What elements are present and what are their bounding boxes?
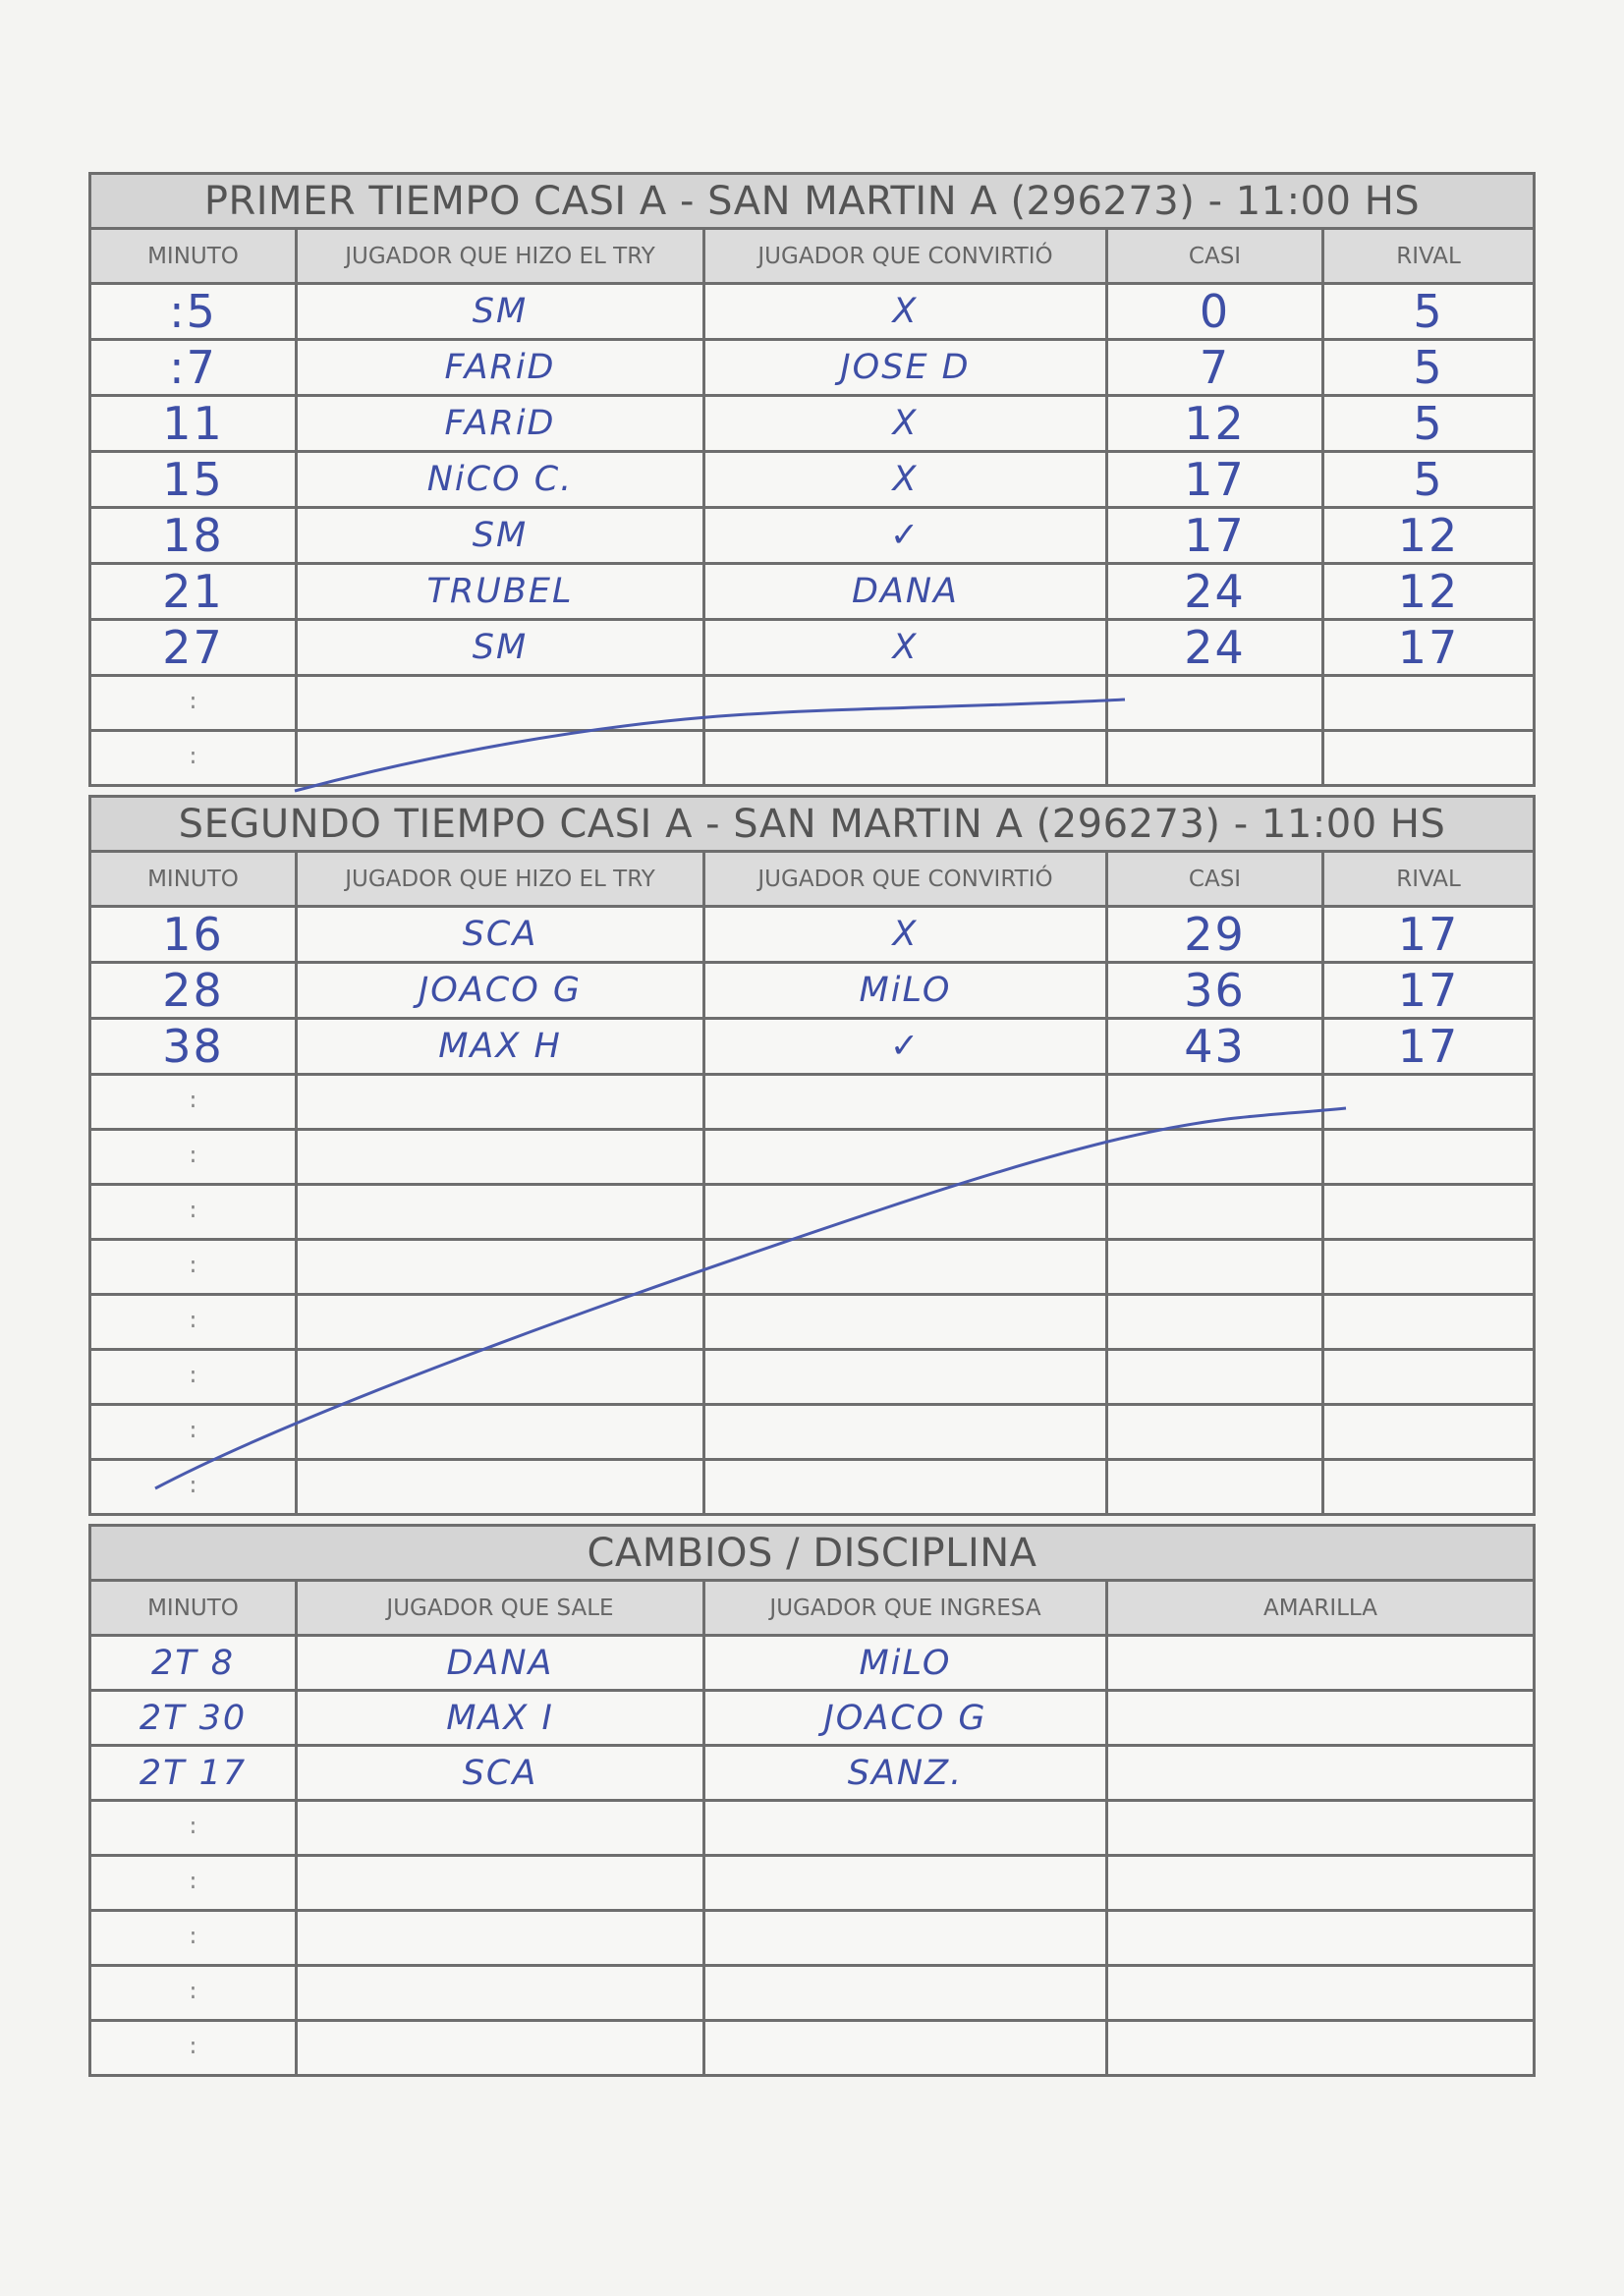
yellow-card-cell	[1107, 2021, 1535, 2076]
conversion-cell	[704, 1075, 1107, 1130]
minute-cell: :	[90, 1075, 297, 1130]
player-in-cell	[704, 1966, 1107, 2021]
conversion-cell: X	[704, 620, 1107, 676]
minute-cell: 28	[90, 963, 297, 1019]
conversion-cell: MiLO	[704, 963, 1107, 1019]
conversion-cell: DANA	[704, 564, 1107, 620]
player-out-cell	[297, 2021, 704, 2076]
col-ingresa: JUGADOR QUE INGRESA	[704, 1581, 1107, 1636]
minute-cell: 11	[90, 396, 297, 452]
table-row	[90, 1019, 1535, 1075]
minute-cell: 18	[90, 508, 297, 564]
try-scorer-cell	[297, 1460, 704, 1515]
player-out-cell	[297, 1856, 704, 1911]
casi-score-cell: 24	[1107, 620, 1323, 676]
casi-score-cell	[1107, 1350, 1323, 1405]
conversion-cell	[704, 1350, 1107, 1405]
casi-score-cell: 43	[1107, 1019, 1323, 1075]
rival-score-cell	[1323, 1075, 1535, 1130]
col-minuto: MINUTO	[90, 229, 297, 284]
table-row	[90, 1240, 1535, 1295]
yellow-card-cell	[1107, 1691, 1535, 1746]
casi-score-cell	[1107, 731, 1323, 786]
rival-score-cell: 12	[1323, 564, 1535, 620]
table-row	[90, 1075, 1535, 1130]
table-row	[90, 1856, 1535, 1911]
conversion-cell	[704, 1240, 1107, 1295]
conversion-cell: JOSE D	[704, 340, 1107, 396]
minute-cell: :	[90, 1801, 297, 1856]
rival-score-cell	[1323, 1295, 1535, 1350]
rival-score-cell: 5	[1323, 396, 1535, 452]
table-row	[90, 907, 1535, 963]
rival-score-cell: 17	[1323, 907, 1535, 963]
minute-cell: :7	[90, 340, 297, 396]
col-rival: RIVAL	[1323, 852, 1535, 907]
minute-cell: 38	[90, 1019, 297, 1075]
minute-cell: 2T 30	[90, 1691, 297, 1746]
table-row	[90, 1460, 1535, 1515]
changes-title: CAMBIOS / DISCIPLINA	[90, 1526, 1535, 1581]
conversion-cell	[704, 1130, 1107, 1185]
yellow-card-cell	[1107, 1911, 1535, 1966]
conversion-cell	[704, 676, 1107, 731]
table-row	[90, 1691, 1535, 1746]
col-rival: RIVAL	[1323, 229, 1535, 284]
minute-cell: 27	[90, 620, 297, 676]
rival-score-cell	[1323, 676, 1535, 731]
table-row	[90, 1801, 1535, 1856]
minute-cell: :	[90, 1350, 297, 1405]
casi-score-cell	[1107, 1075, 1323, 1130]
table-row	[90, 1130, 1535, 1185]
player-out-cell	[297, 1911, 704, 1966]
conversion-cell: X	[704, 907, 1107, 963]
table-row	[90, 1405, 1535, 1460]
second-half-table	[88, 795, 1536, 1516]
minute-cell: 15	[90, 452, 297, 508]
minute-cell: :	[90, 1295, 297, 1350]
first-half-rows	[90, 284, 1535, 786]
casi-score-cell	[1107, 1405, 1323, 1460]
try-scorer-cell	[297, 676, 704, 731]
table-row	[90, 1350, 1535, 1405]
try-scorer-cell	[297, 1240, 704, 1295]
yellow-card-cell	[1107, 1746, 1535, 1801]
casi-score-cell	[1107, 1240, 1323, 1295]
conversion-cell	[704, 1295, 1107, 1350]
conversion-cell	[704, 731, 1107, 786]
player-out-cell: SCA	[297, 1746, 704, 1801]
table-row	[90, 396, 1535, 452]
try-scorer-cell: NiCO C.	[297, 452, 704, 508]
table-row	[90, 1295, 1535, 1350]
col-minuto: MINUTO	[90, 1581, 297, 1636]
try-scorer-cell	[297, 1130, 704, 1185]
casi-score-cell: 7	[1107, 340, 1323, 396]
conversion-cell: X	[704, 396, 1107, 452]
conversion-cell: ✓	[704, 1019, 1107, 1075]
second-half-title: SEGUNDO TIEMPO CASI A - SAN MARTIN A (296273) - 11:00 HS	[90, 797, 1535, 852]
player-out-cell: DANA	[297, 1636, 704, 1691]
rival-score-cell	[1323, 731, 1535, 786]
casi-score-cell	[1107, 676, 1323, 731]
yellow-card-cell	[1107, 1636, 1535, 1691]
player-out-cell	[297, 1966, 704, 2021]
rival-score-cell: 5	[1323, 340, 1535, 396]
table-row	[90, 676, 1535, 731]
player-in-cell: JOACO G	[704, 1691, 1107, 1746]
rival-score-cell: 17	[1323, 1019, 1535, 1075]
minute-cell: :	[90, 1240, 297, 1295]
player-out-cell: MAX I	[297, 1691, 704, 1746]
player-in-cell: MiLO	[704, 1636, 1107, 1691]
conversion-cell	[704, 1460, 1107, 1515]
try-scorer-cell: SM	[297, 284, 704, 340]
col-amarilla: AMARILLA	[1107, 1581, 1535, 1636]
player-out-cell	[297, 1801, 704, 1856]
yellow-card-cell	[1107, 1801, 1535, 1856]
casi-score-cell: 0	[1107, 284, 1323, 340]
first-half-title: PRIMER TIEMPO CASI A - SAN MARTIN A (296273) - 11:00 HS	[90, 174, 1535, 229]
rival-score-cell	[1323, 1350, 1535, 1405]
col-casi: CASI	[1107, 229, 1323, 284]
casi-score-cell: 17	[1107, 508, 1323, 564]
minute-cell: :	[90, 1856, 297, 1911]
conversion-cell	[704, 1185, 1107, 1240]
table-row	[90, 1746, 1535, 1801]
conversion-cell: ✓	[704, 508, 1107, 564]
rival-score-cell	[1323, 1185, 1535, 1240]
rival-score-cell: 5	[1323, 452, 1535, 508]
minute-cell: 21	[90, 564, 297, 620]
changes-rows	[90, 1636, 1535, 2076]
second-half-rows	[90, 907, 1535, 1515]
table-row	[90, 1185, 1535, 1240]
try-scorer-cell	[297, 1350, 704, 1405]
minute-cell: :	[90, 676, 297, 731]
table-row	[90, 452, 1535, 508]
rival-score-cell	[1323, 1240, 1535, 1295]
try-scorer-cell: SCA	[297, 907, 704, 963]
minute-cell: 2T 17	[90, 1746, 297, 1801]
col-conversion: JUGADOR QUE CONVIRTIÓ	[704, 229, 1107, 284]
rival-score-cell: 17	[1323, 620, 1535, 676]
casi-score-cell	[1107, 1295, 1323, 1350]
minute-cell: :	[90, 1185, 297, 1240]
table-row	[90, 340, 1535, 396]
table-row	[90, 1966, 1535, 2021]
casi-score-cell: 36	[1107, 963, 1323, 1019]
table-row	[90, 620, 1535, 676]
rival-score-cell: 5	[1323, 284, 1535, 340]
table-row	[90, 731, 1535, 786]
minute-cell: :5	[90, 284, 297, 340]
table-row	[90, 2021, 1535, 2076]
table-row	[90, 1911, 1535, 1966]
col-try: JUGADOR QUE HIZO EL TRY	[297, 229, 704, 284]
yellow-card-cell	[1107, 1856, 1535, 1911]
table-row	[90, 1636, 1535, 1691]
try-scorer-cell: TRUBEL	[297, 564, 704, 620]
first-half-table	[88, 172, 1536, 787]
changes-table	[88, 1524, 1536, 2077]
minute-cell: :	[90, 731, 297, 786]
minute-cell: :	[90, 1966, 297, 2021]
try-scorer-cell	[297, 1075, 704, 1130]
col-sale: JUGADOR QUE SALE	[297, 1581, 704, 1636]
minute-cell: :	[90, 1460, 297, 1515]
col-conversion: JUGADOR QUE CONVIRTIÓ	[704, 852, 1107, 907]
try-scorer-cell: FARiD	[297, 396, 704, 452]
player-in-cell	[704, 2021, 1107, 2076]
casi-score-cell	[1107, 1130, 1323, 1185]
table-row	[90, 508, 1535, 564]
player-in-cell: SANZ.	[704, 1746, 1107, 1801]
minute-cell: 16	[90, 907, 297, 963]
rival-score-cell: 12	[1323, 508, 1535, 564]
rival-score-cell	[1323, 1460, 1535, 1515]
casi-score-cell	[1107, 1460, 1323, 1515]
yellow-card-cell	[1107, 1966, 1535, 2021]
conversion-cell: X	[704, 284, 1107, 340]
rival-score-cell: 17	[1323, 963, 1535, 1019]
try-scorer-cell: MAX H	[297, 1019, 704, 1075]
casi-score-cell: 17	[1107, 452, 1323, 508]
table-row	[90, 284, 1535, 340]
conversion-cell	[704, 1405, 1107, 1460]
try-scorer-cell: JOACO G	[297, 963, 704, 1019]
col-casi: CASI	[1107, 852, 1323, 907]
try-scorer-cell	[297, 1295, 704, 1350]
casi-score-cell	[1107, 1185, 1323, 1240]
rival-score-cell	[1323, 1130, 1535, 1185]
try-scorer-cell: SM	[297, 620, 704, 676]
player-in-cell	[704, 1911, 1107, 1966]
player-in-cell	[704, 1856, 1107, 1911]
try-scorer-cell	[297, 1405, 704, 1460]
table-row	[90, 564, 1535, 620]
try-scorer-cell	[297, 1185, 704, 1240]
minute-cell: :	[90, 2021, 297, 2076]
casi-score-cell: 29	[1107, 907, 1323, 963]
try-scorer-cell: FARiD	[297, 340, 704, 396]
table-row	[90, 963, 1535, 1019]
col-try: JUGADOR QUE HIZO EL TRY	[297, 852, 704, 907]
casi-score-cell: 24	[1107, 564, 1323, 620]
minute-cell: :	[90, 1911, 297, 1966]
conversion-cell: X	[704, 452, 1107, 508]
player-in-cell	[704, 1801, 1107, 1856]
try-scorer-cell: SM	[297, 508, 704, 564]
minute-cell: :	[90, 1405, 297, 1460]
match-sheet	[88, 172, 1533, 2077]
minute-cell: :	[90, 1130, 297, 1185]
rival-score-cell	[1323, 1405, 1535, 1460]
try-scorer-cell	[297, 731, 704, 786]
casi-score-cell: 12	[1107, 396, 1323, 452]
minute-cell: 2T 8	[90, 1636, 297, 1691]
col-minuto: MINUTO	[90, 852, 297, 907]
